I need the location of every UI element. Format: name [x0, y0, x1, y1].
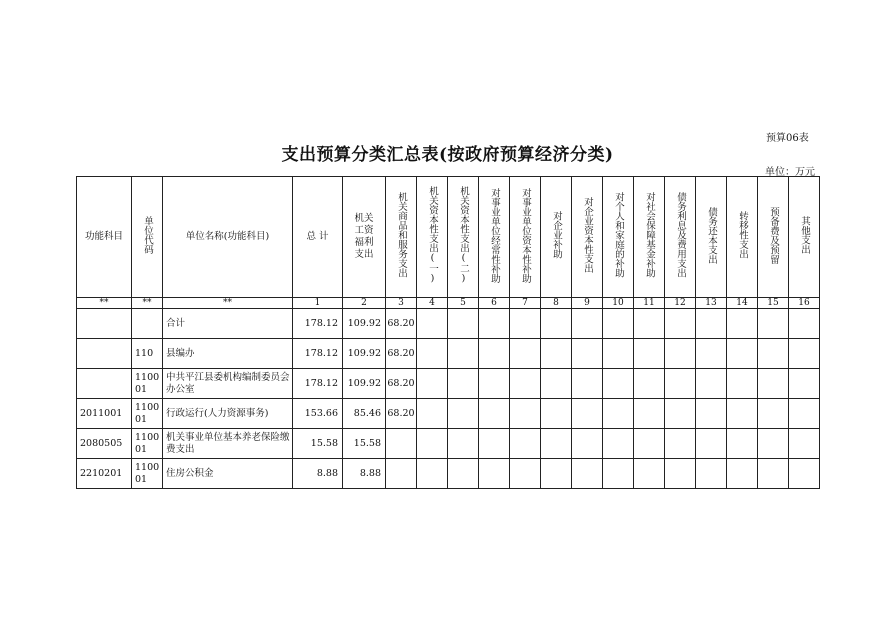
- empty-cell: [789, 429, 820, 459]
- empty-cell: [634, 339, 665, 369]
- empty-cell: [479, 399, 510, 429]
- num-cell: 2: [343, 298, 386, 309]
- num-cell: 15: [758, 298, 789, 309]
- unit-label: 单位：万元: [765, 167, 815, 178]
- empty-cell: [448, 459, 479, 489]
- empty-cell: [448, 429, 479, 459]
- goods-services-cell: 68.20: [386, 369, 417, 399]
- table-row: [77, 369, 820, 399]
- empty-cell: [665, 399, 696, 429]
- empty-cell: [572, 369, 603, 399]
- col-4: 机关资本性支出(一): [417, 177, 448, 298]
- total-cell: 8.88: [293, 459, 343, 489]
- empty-cell: [758, 309, 789, 339]
- total-cell: 178.12: [293, 339, 343, 369]
- empty-cell: [634, 399, 665, 429]
- empty-cell: [789, 339, 820, 369]
- empty-cell: [417, 369, 448, 399]
- numbering-row: [77, 298, 820, 309]
- num-cell: 10: [603, 298, 634, 309]
- unit-code-cell: 110001: [132, 459, 163, 489]
- num-cell: 16: [789, 298, 820, 309]
- salary-cell: 109.92: [343, 309, 386, 339]
- empty-cell: [727, 429, 758, 459]
- func-code-cell: 2080505: [77, 429, 132, 459]
- empty-cell: [696, 459, 727, 489]
- num-cell: **: [163, 298, 293, 309]
- empty-cell: [634, 309, 665, 339]
- unit-name-cell: 合计: [163, 309, 293, 339]
- empty-cell: [789, 309, 820, 339]
- empty-cell: [541, 309, 572, 339]
- goods-services-cell: 68.20: [386, 339, 417, 369]
- empty-cell: [696, 309, 727, 339]
- total-cell: 178.12: [293, 369, 343, 399]
- empty-cell: [448, 369, 479, 399]
- col-16: 其他支出: [789, 177, 820, 298]
- empty-cell: [789, 399, 820, 429]
- num-cell: **: [132, 298, 163, 309]
- num-cell: 14: [727, 298, 758, 309]
- num-cell: 4: [417, 298, 448, 309]
- empty-cell: [603, 399, 634, 429]
- table-row: [77, 429, 820, 459]
- empty-cell: [541, 429, 572, 459]
- empty-cell: [696, 399, 727, 429]
- unit-name-cell: 县编办: [163, 339, 293, 369]
- empty-cell: [541, 339, 572, 369]
- num-cell: 8: [541, 298, 572, 309]
- empty-cell: [634, 459, 665, 489]
- col-unit-code: 单位代码: [132, 177, 163, 298]
- num-cell: 7: [510, 298, 541, 309]
- col-8: 对企业补助: [541, 177, 572, 298]
- col-10: 对个人和家庭的补助: [603, 177, 634, 298]
- col-2: 机关工资福利支出: [343, 177, 386, 298]
- col-5: 机关资本性支出(二): [448, 177, 479, 298]
- num-cell: 12: [665, 298, 696, 309]
- empty-cell: [634, 429, 665, 459]
- total-cell: 15.58: [293, 429, 343, 459]
- empty-cell: [417, 309, 448, 339]
- empty-cell: [727, 339, 758, 369]
- goods-services-cell: 68.20: [386, 309, 417, 339]
- empty-cell: [572, 399, 603, 429]
- col-13: 债务还本支出: [696, 177, 727, 298]
- table-row: [77, 459, 820, 489]
- empty-cell: [696, 339, 727, 369]
- empty-cell: [417, 429, 448, 459]
- page-title: 支出预算分类汇总表(按政府预算经济分类): [281, 145, 614, 165]
- table-row: [77, 309, 820, 339]
- empty-cell: [417, 459, 448, 489]
- col-15: 预备费及预留: [758, 177, 789, 298]
- unit-code-cell: 110001: [132, 429, 163, 459]
- empty-cell: [479, 429, 510, 459]
- col-11: 对社会保障基金补助: [634, 177, 665, 298]
- num-cell: 5: [448, 298, 479, 309]
- num-cell: 9: [572, 298, 603, 309]
- col-9: 对企业资本性支出: [572, 177, 603, 298]
- empty-cell: [572, 429, 603, 459]
- salary-cell: 109.92: [343, 339, 386, 369]
- empty-cell: [510, 309, 541, 339]
- empty-cell: [479, 459, 510, 489]
- budget-table: [76, 176, 820, 489]
- empty-cell: [727, 309, 758, 339]
- empty-cell: [634, 369, 665, 399]
- num-cell: 3: [386, 298, 417, 309]
- empty-cell: [510, 369, 541, 399]
- empty-cell: [541, 369, 572, 399]
- salary-cell: 8.88: [343, 459, 386, 489]
- func-code-cell: [77, 309, 132, 339]
- empty-cell: [510, 399, 541, 429]
- num-cell: 13: [696, 298, 727, 309]
- empty-cell: [758, 399, 789, 429]
- header-row: [77, 177, 820, 298]
- empty-cell: [479, 309, 510, 339]
- num-cell: 6: [479, 298, 510, 309]
- unit-name-cell: 机关事业单位基本养老保险缴费支出: [163, 429, 293, 459]
- empty-cell: [417, 339, 448, 369]
- empty-cell: [510, 459, 541, 489]
- empty-cell: [448, 399, 479, 429]
- salary-cell: 15.58: [343, 429, 386, 459]
- unit-name-cell: 中共平江县委机构编制委员会办公室: [163, 369, 293, 399]
- table-code: 预算06表: [766, 133, 809, 144]
- empty-cell: [603, 309, 634, 339]
- empty-cell: [603, 339, 634, 369]
- empty-cell: [727, 399, 758, 429]
- empty-cell: [758, 459, 789, 489]
- func-code-cell: 2210201: [77, 459, 132, 489]
- empty-cell: [758, 429, 789, 459]
- goods-services-cell: [386, 459, 417, 489]
- empty-cell: [603, 429, 634, 459]
- empty-cell: [572, 339, 603, 369]
- empty-cell: [789, 369, 820, 399]
- unit-code-cell: 110001: [132, 399, 163, 429]
- col-total: 总 计: [293, 177, 343, 298]
- salary-cell: 109.92: [343, 369, 386, 399]
- empty-cell: [510, 429, 541, 459]
- empty-cell: [572, 459, 603, 489]
- total-cell: 153.66: [293, 399, 343, 429]
- col-12: 债务利息及费用支出: [665, 177, 696, 298]
- unit-code-cell: 110001: [132, 369, 163, 399]
- empty-cell: [758, 369, 789, 399]
- table-row: [77, 339, 820, 369]
- goods-services-cell: 68.20: [386, 399, 417, 429]
- empty-cell: [603, 459, 634, 489]
- empty-cell: [665, 369, 696, 399]
- col-unit-name: 单位名称(功能科目): [163, 177, 293, 298]
- col-6: 对事业单位经常性补助: [479, 177, 510, 298]
- empty-cell: [417, 399, 448, 429]
- empty-cell: [541, 399, 572, 429]
- empty-cell: [510, 339, 541, 369]
- empty-cell: [572, 309, 603, 339]
- empty-cell: [603, 369, 634, 399]
- empty-cell: [479, 369, 510, 399]
- num-cell: **: [77, 298, 132, 309]
- salary-cell: 85.46: [343, 399, 386, 429]
- empty-cell: [665, 339, 696, 369]
- unit-name-cell: 住房公积金: [163, 459, 293, 489]
- empty-cell: [541, 459, 572, 489]
- total-cell: 178.12: [293, 309, 343, 339]
- empty-cell: [665, 459, 696, 489]
- empty-cell: [696, 429, 727, 459]
- empty-cell: [448, 309, 479, 339]
- num-cell: 11: [634, 298, 665, 309]
- empty-cell: [727, 459, 758, 489]
- empty-cell: [789, 459, 820, 489]
- func-code-cell: 2011001: [77, 399, 132, 429]
- empty-cell: [696, 369, 727, 399]
- col-func-code: 功能科目: [77, 177, 132, 298]
- col-14: 转移性支出: [727, 177, 758, 298]
- empty-cell: [479, 339, 510, 369]
- func-code-cell: [77, 369, 132, 399]
- empty-cell: [727, 369, 758, 399]
- col-3: 机关商品和服务支出: [386, 177, 417, 298]
- col-7: 对事业单位资本性补助: [510, 177, 541, 298]
- unit-code-cell: 110: [132, 339, 163, 369]
- empty-cell: [665, 309, 696, 339]
- unit-code-cell: [132, 309, 163, 339]
- empty-cell: [448, 339, 479, 369]
- goods-services-cell: [386, 429, 417, 459]
- num-cell: 1: [293, 298, 343, 309]
- func-code-cell: [77, 339, 132, 369]
- empty-cell: [665, 429, 696, 459]
- empty-cell: [758, 339, 789, 369]
- unit-name-cell: 行政运行(人力资源事务): [163, 399, 293, 429]
- table-row: [77, 399, 820, 429]
